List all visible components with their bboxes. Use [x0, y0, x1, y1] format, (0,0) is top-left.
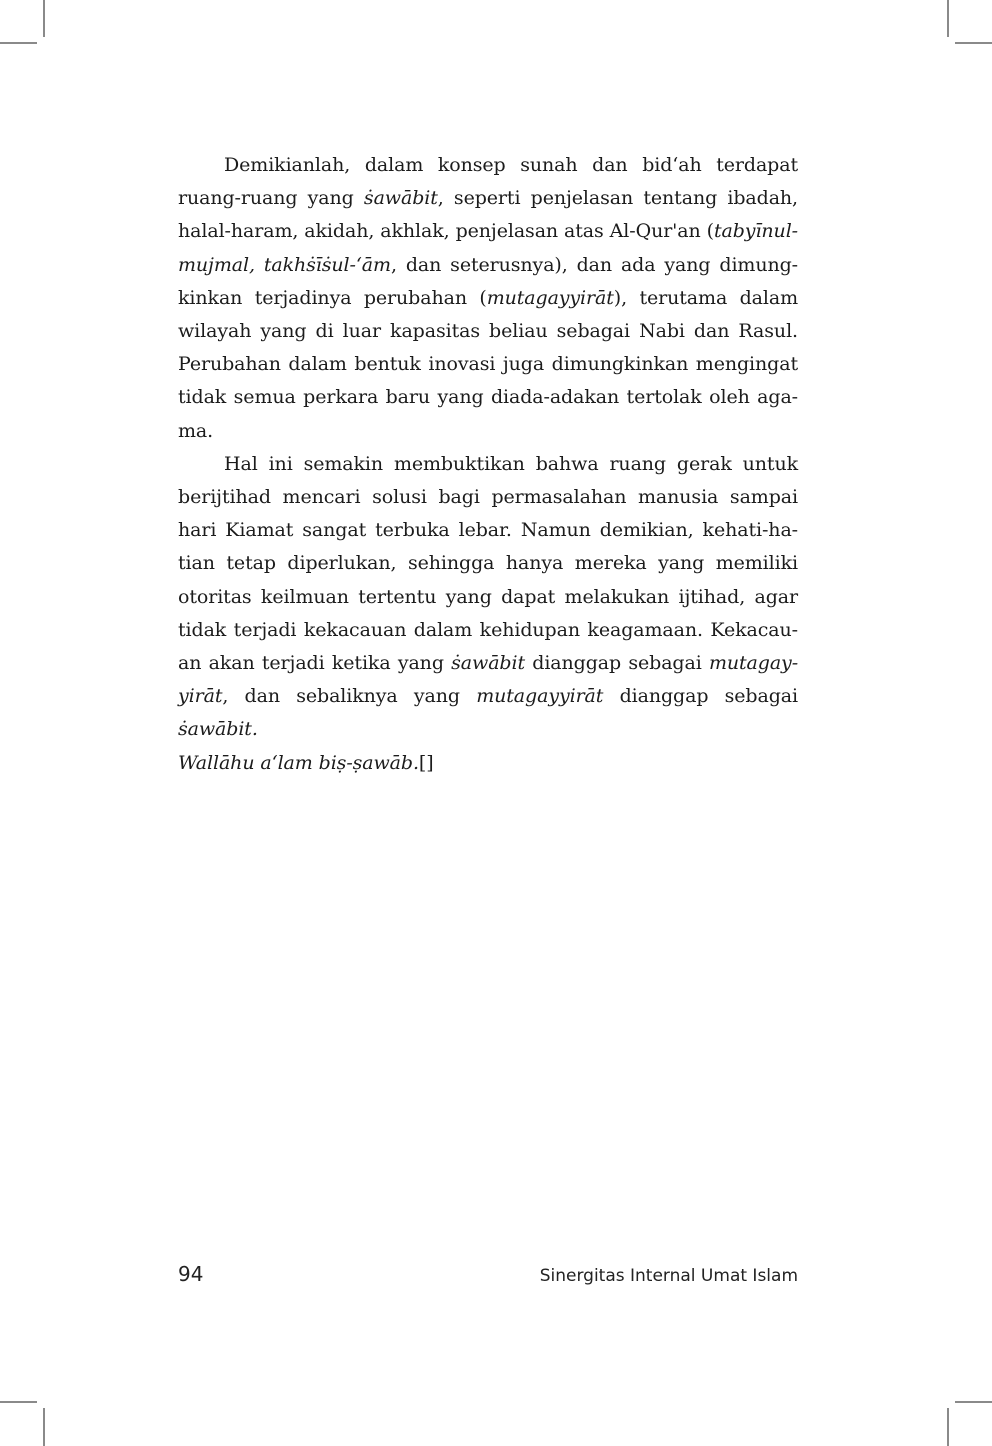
text-line: kinkan terjadinya perubahan (mutagayyirāt), terutama dalam [178, 286, 798, 309]
crop-mark-top-left-horizontal [0, 42, 37, 44]
text-line: ruang-ruang yang ṡawābit, seperti penjelasan tentang ibadah, [178, 187, 798, 210]
text-line: wilayah yang di luar kapasitas beliau sebagai Nabi dan Rasul. [178, 320, 798, 343]
text-line: mujmal, takhṡīṡul-‘ām, dan seterusnya), dan ada yang dimung- [178, 253, 799, 276]
text-line: Perubahan dalam bentuk inovasi juga dimungkinkan mengingat [178, 353, 798, 376]
crop-mark-top-right-horizontal [955, 42, 992, 44]
text-line: yirāt, dan sebaliknya yang mutagayyirāt dianggap sebagai ṡawābit. [178, 685, 798, 741]
crop-mark-bottom-left-vertical [43, 1408, 45, 1446]
text-line: otoritas keilmuan tertentu yang dapat melakukan ijtihad, agar [178, 585, 798, 608]
crop-mark-bottom-right-vertical [947, 1408, 949, 1446]
text-block [178, 149, 798, 780]
crop-mark-top-right-vertical [947, 0, 949, 37]
text-line: Wallāhu a‘lam biṣ-ṣawāb.[] [178, 751, 434, 774]
running-title: Sinergitas Internal Umat Islam [539, 1266, 798, 1286]
text-line: Hal ini semakin membuktikan bahwa ruang gerak untuk [224, 452, 798, 475]
text-line: an akan terjadi ketika yang ṡawābit dianggap sebagai mutagay- [178, 652, 799, 675]
page-footer [178, 1262, 798, 1286]
crop-mark-top-left-vertical [43, 0, 45, 37]
text-line: berijtihad mencari solusi bagi permasalahan manusia sampai [178, 486, 798, 509]
text-line: Demikianlah, dalam konsep sunah dan bid‘ah terdapat [224, 154, 798, 176]
text-line: tidak semua perkara baru yang diada-adakan tertolak oleh aga- [178, 386, 798, 409]
crop-mark-bottom-right-horizontal [955, 1401, 992, 1403]
text-line: ma. [178, 419, 214, 442]
text-line: tian tetap diperlukan, sehingga hanya mereka yang memiliki [178, 552, 798, 575]
page-number: 94 [178, 1262, 204, 1286]
text-line: halal-haram, akidah, akhlak, penjelasan atas Al-Qur'an (tabyīnul- [178, 220, 798, 243]
text-line: tidak terjadi kekacauan dalam kehidupan keagamaan. Kekacau- [178, 618, 798, 641]
crop-mark-bottom-left-horizontal [0, 1401, 37, 1403]
text-line: hari Kiamat sangat terbuka lebar. Namun demikian, kehati-ha- [178, 519, 798, 542]
